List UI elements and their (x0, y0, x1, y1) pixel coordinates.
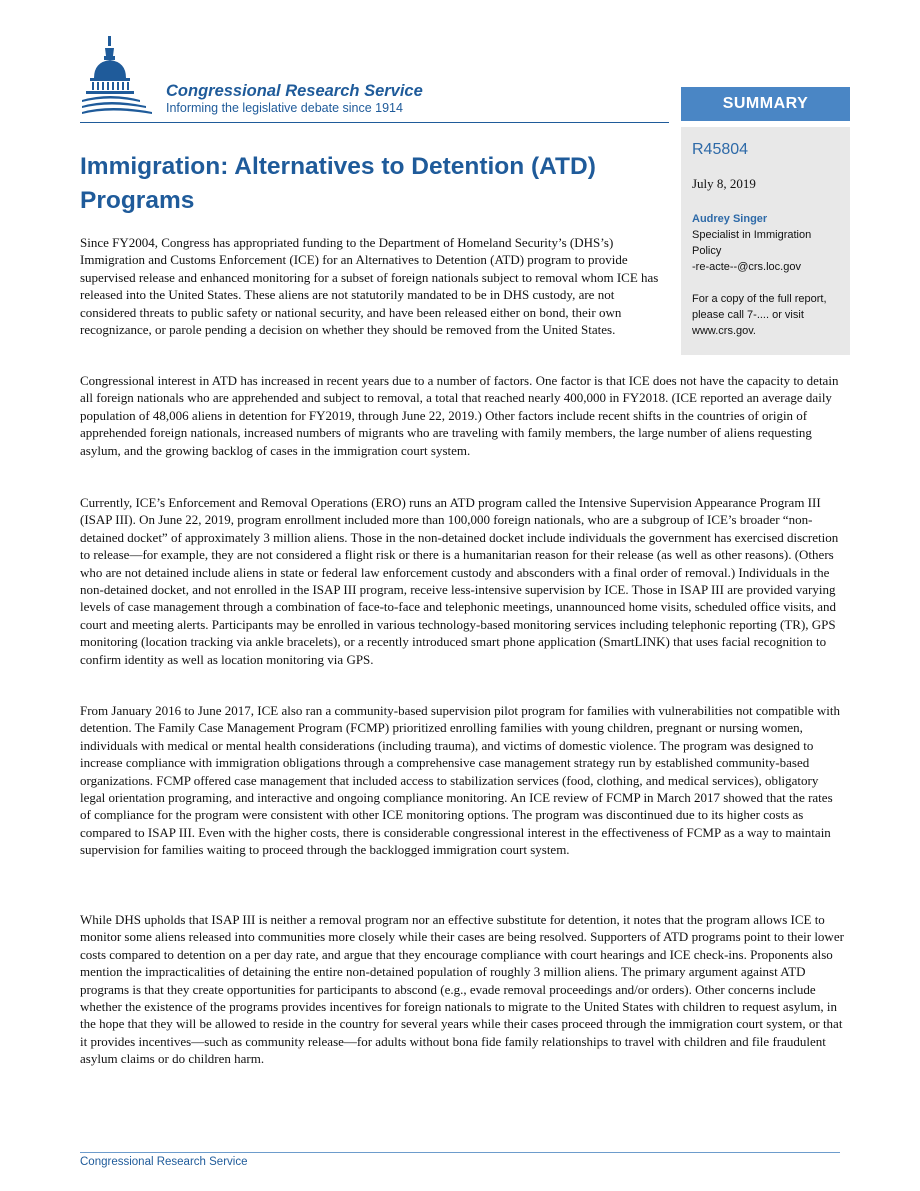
report-date: July 8, 2019 (692, 176, 756, 191)
crs-logo (80, 34, 480, 126)
report-title (80, 150, 670, 218)
summary-heading: SUMMARY (681, 87, 850, 121)
author-title-continued: Policy (692, 245, 722, 257)
footer-text: Congressional Research Service (80, 1156, 248, 1168)
author-title: Specialist in Immigration (692, 229, 812, 241)
author-email: -re-acte--@crs.loc.gov (692, 261, 801, 273)
copy-note-line: please call 7-.... or visit (692, 309, 804, 321)
copy-note (692, 291, 842, 339)
footer-divider (80, 1152, 840, 1153)
body-paragraph: Congressional interest in ATD has increased in recent years due to a number of factors. One factor is that ICE does not have the capacity to detain all foreign nationals who are apprehended and subject to removal, a total that reached nearly 400,000 in FY2018. (ICE reported an average daily population of 48,006 aliens in detention for FY2019, through June 22, 2019.) Other factors include recent shifts in the countries of origin of apprehended foreign nationals, increased numbers of migrants who are traveling with family members, the large number of aliens requesting asylum, and the growing backlog of cases in the immigration court system. (80, 373, 839, 458)
summary-sidebar (681, 127, 850, 355)
title-line: Programs (80, 187, 195, 214)
org-tagline: Informing the legislative debate since 1914 (166, 101, 403, 115)
report-number: R45804 (692, 141, 749, 158)
body-paragraph: Currently, ICE’s Enforcement and Removal Operations (ERO) runs an ATD program called the Intensive Supervision Appearance Program III (ISAP III). On June 22, 2019, program enrollment included more than 100,000 foreign nationals, who are a subgroup of ICE’s broader “non-detained docket” of approximately 3 million aliens. Those in the non-detained docket include individuals the government has exercised discretion to release—for example, they are not considered a flight risk or there is a humanitarian reason for their release (as well as other reasons). (Others who are not detained include aliens in state or federal law enforcement custody and absconders with a final order of removal.) Individuals in the non-detained docket, and not enrolled in the ISAP III program, receive less-intensive supervision by ICE. Those in ISAP III are provided varying levels of case management through a combination of face-to-face and telephonic meetings, unannounced home visits, scheduled office visits, and court and meeting alerts. Participants may be enrolled in various technology-based monitoring services including telephonic reporting (TR), GPS monitoring (location tracking via ankle bracelets), or a recently introduced smart phone application (SmartLINK) that uses facial recognition to confirm identity as well as location monitoring via GPS. (80, 495, 839, 667)
body-paragraph: Since FY2004, Congress has appropriated funding to the Department of Homeland Security’s (DHS’s) Immigration and Customs Enforcement (ICE) for an Alternatives to Detention (ATD) program to provide supervised release and enhanced monitoring for a subset of foreign nationals subject to removal whom ICE has released into the United States. These aliens are not statutorily mandated to be in DHS custody, are not considered threats to public safety or national security, and have been released either on bond, their own recognizance, or parole pending a decision on whether they should be removed from the United States. (80, 235, 659, 338)
body-paragraph: While DHS upholds that ISAP III is neither a removal program nor an effective substitute for detention, it notes that the program allows ICE to monitor some aliens released into communities more closely while their cases are being resolved. Supporters of ATD programs point to their lower costs compared to detention on a per day rate, and argue that they encourage compliance with court hearings and ICE check-ins. Proponents also mention the impracticalities of detaining the entire non-detained population of roughly 3 million aliens. The primary argument against ATD programs is that they create opportunities for participants to abscond (e.g., evade removal proceedings and/or orders). Other concerns include whether the existence of the programs provides incentives for foreign nationals to migrate to the United States with children to request asylum, in the hope that they will be allowed to reside in the country for several years while their cases proceed through the immigration court system, or that it provides incentives—such as community release—for adults without bona fide family relationships to travel with children and file fraudulent asylum claims or do children harm. (80, 912, 844, 1067)
author-name: Audrey Singer (692, 213, 768, 225)
org-name: Congressional Research Service (166, 82, 423, 100)
header-divider (80, 122, 669, 123)
copy-note-line: For a copy of the full report, (692, 293, 827, 305)
title-line: Immigration: Alternatives to Detention (ATD) (80, 153, 596, 180)
capitol-dome-icon (80, 34, 170, 126)
body-paragraph: From January 2016 to June 2017, ICE also ran a community-based supervision pilot program for families with vulnerabilities not compatible with detention. The Family Case Management Program (FCMP) prioritized enrolling families with young children, pregnant or nursing women, individuals with medical or mental health considerations (including trauma), and victims of domestic violence. The program was designed to increase compliance with immigration obligations through a comprehensive case management strategy run by established community-based organizations. FCMP offered case management that included access to stabilization services (food, clothing, and medical services), obligatory legal orientation programing, and interactive and ongoing compliance monitoring. An ICE review of FCMP in March 2017 showed that the rates of compliance for the program were consistent with other ICE monitoring options. The program was discontinued due to its higher costs as compared to ISAP III. Even with the higher costs, there is considerable congressional interest in the effectiveness of FCMP as a way to maintain supervision for families waiting to proceed through the backlogged immigration court system. (80, 703, 840, 858)
copy-note-url: www.crs.gov. (692, 325, 756, 337)
